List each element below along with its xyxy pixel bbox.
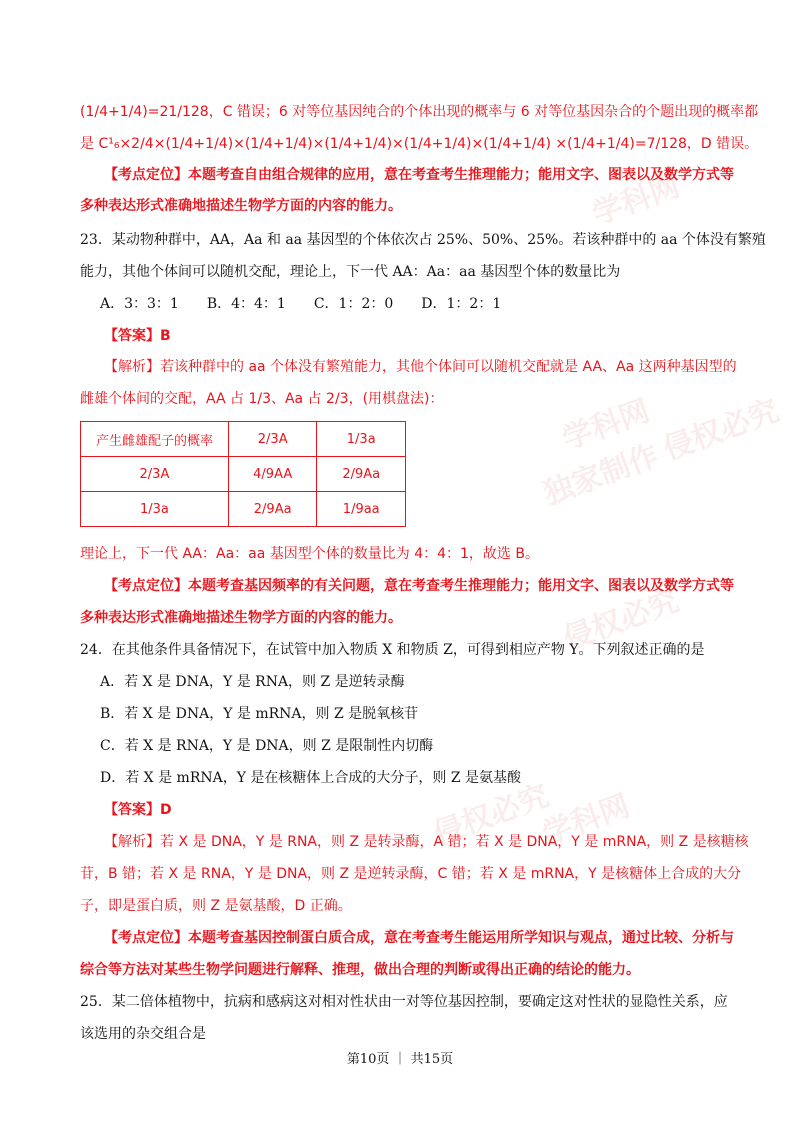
analysis-23-line: 【解析】若该种群中的 aa 个体没有繁殖能力，其他个体间可以随机交配就是 AA、Aa 这两种基因型的 — [104, 359, 737, 375]
table-cell: 4/9AA — [228, 457, 317, 492]
watermark: 侵权必究 — [658, 393, 784, 468]
table-row — [81, 492, 406, 527]
conclusion-23: 理论上，下一代 AA：Aa：aa 基因型个体的数量比为 4：4：1，故选 B。 — [80, 546, 539, 562]
analysis-24-line: 苷，B 错；若 X 是 RNA，Y 是 DNA，则 Z 是逆转录酶，C 错；若 X 是 mRNA，Y 是核糖体上合成的大分 — [80, 866, 742, 882]
table-header-cell: 产生雌雄配子的概率 — [81, 422, 229, 457]
analysis-24-line: 子，即是蛋白质，则 Z 是氨基酸，D 正确。 — [80, 898, 352, 914]
table-row — [81, 457, 406, 492]
question-24-line: 24．在其他条件具备情况下，在试管中加入物质 X 和物质 Z，可得到相应产物 Y。下列叙述正确的是 — [80, 642, 705, 658]
table-cell: 2/9Aa — [228, 492, 317, 527]
table-header-cell: 1/3a — [317, 422, 406, 457]
explanation-line: 是 C¹₆×2/4×(1/4+1/4)×(1/4+1/4)×(1/4+1/4)×(1/4+1/4)×(1/4+1/4) ×(1/4+1/4)=7/128，D 错误。 — [80, 136, 759, 152]
table-header-row — [81, 422, 406, 457]
key-point-line: 综合等方法对某些生物学问题进行解释、推理，做出合理的判断或得出正确的结论的能力。 — [80, 962, 640, 978]
punnett-square-table — [80, 421, 406, 527]
question-25-line: 该选用的杂交组合是 — [80, 1026, 206, 1042]
watermark: 侵权必究 — [428, 778, 554, 853]
watermark: 侵权必究 — [558, 583, 684, 658]
answer-24: 【答案】D — [104, 802, 172, 818]
question-23-line: 能力，其他个体间可以随机交配，理论上，下一代 AA：Aa：aa 基因型个体的数量比为 — [80, 264, 621, 280]
key-point-line: 多种表达形式准确地描述生物学方面的内容的能力。 — [80, 610, 402, 626]
question-23-line: 23．某动物种群中，AA，Aa 和 aa 基因型的个体依次占 25%、50%、25%。若该种群中的 aa 个体没有繁殖 — [80, 232, 766, 248]
table-cell: 1/9aa — [317, 492, 406, 527]
table-header-cell: 2/3A — [228, 422, 317, 457]
page-footer: 第10页 ｜ 共15页 — [346, 1052, 454, 1067]
table-cell: 2/3A — [81, 457, 229, 492]
key-point-line: 多种表达形式准确地描述生物学方面的内容的能力。 — [80, 198, 402, 214]
watermark: 独家制作 — [538, 438, 664, 513]
question-24-option-a: A．若 X 是 DNA，Y 是 RNA，则 Z 是逆转录酶 — [100, 674, 405, 690]
analysis-24-line: 【解析】若 X 是 DNA，Y 是 RNA，则 Z 是转录酶，A 错；若 X 是 DNA，Y 是 mRNA，则 Z 是核糖核 — [104, 834, 749, 850]
key-point-line: 【考点定位】本题考查基因频率的有关问题，意在考查考生推理能力；能用文字、图表以及数学方式等 — [104, 578, 734, 594]
table-cell: 1/3a — [81, 492, 229, 527]
question-24-option-c: C．若 X 是 RNA，Y 是 DNA，则 Z 是限制性内切酶 — [100, 738, 434, 754]
question-24-option-d: D．若 X 是 mRNA，Y 是在核糖体上合成的大分子，则 Z 是氨基酸 — [100, 770, 522, 786]
explanation-line: (1/4+1/4)=21/128，C 错误；6 对等位基因纯合的个体出现的概率与 6 对等位基因杂合的个题出现的概率都 — [80, 104, 759, 120]
answer-23: 【答案】B — [104, 328, 171, 344]
table-cell: 2/9Aa — [317, 457, 406, 492]
analysis-23-line: 雌雄个体间的交配，AA 占 1/3、Aa 占 2/3，(用棋盘法)： — [80, 391, 444, 407]
watermark: 学科网 — [537, 788, 635, 853]
question-24-option-b: B．若 X 是 DNA，Y 是 mRNA，则 Z 是脱氧核苷 — [100, 706, 419, 722]
key-point-line: 【考点定位】本题考查自由组合规律的应用，意在考查考生推理能力；能用文字、图表以及数学方式等 — [104, 167, 734, 183]
watermark: 学科网 — [557, 393, 655, 458]
question-25-line: 25．某二倍体植物中，抗病和感病这对相对性状由一对等位基因控制，要确定这对性状的显隐性关系，应 — [80, 994, 728, 1010]
key-point-line: 【考点定位】本题考查基因控制蛋白质合成，意在考查考生能运用所学知识与观点，通过比较、分析与 — [104, 930, 734, 946]
watermark: 学科网 — [587, 168, 685, 233]
question-23-options: A．3：3：1 B．4：4：1 C．1：2：0 D．1：2：1 — [100, 296, 502, 312]
